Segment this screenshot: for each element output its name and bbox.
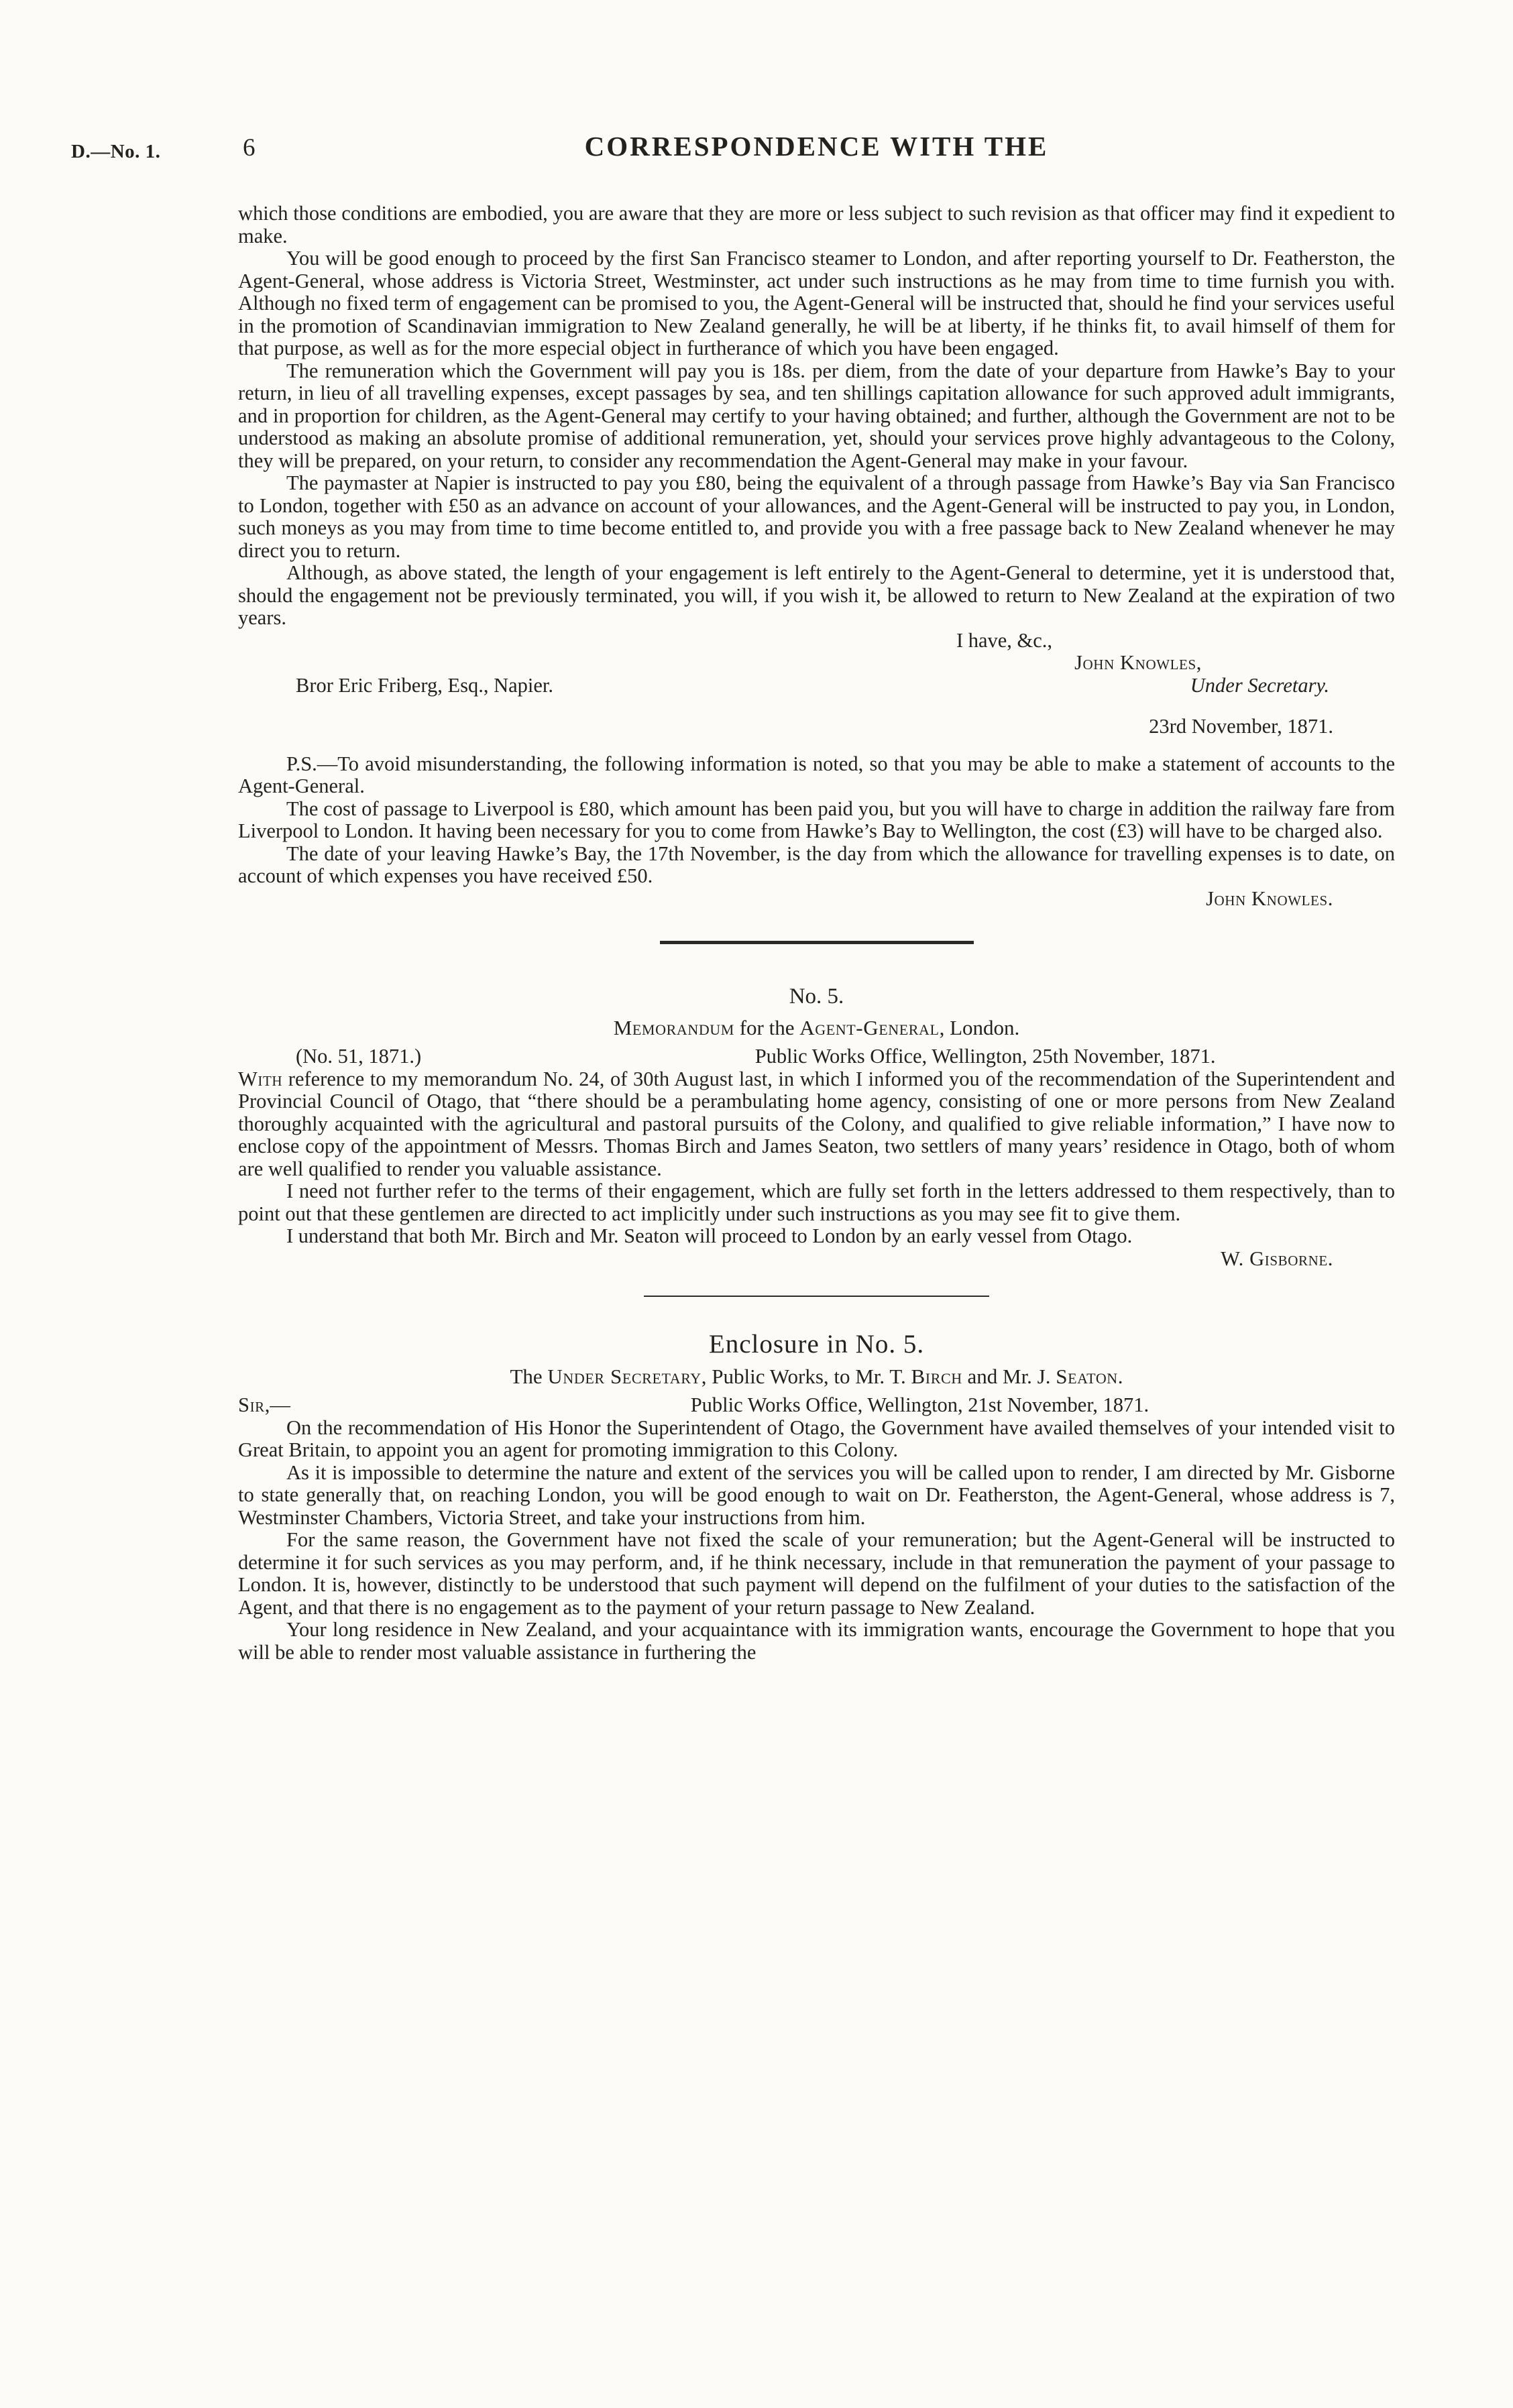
section-number: No. 5. [789,984,844,1009]
lead-word: With [238,1067,283,1090]
salutation-lead: Sir [238,1393,265,1416]
paragraph: For the same reason, the Government have not fixed the scale of your remuneration; but the Agent-General will be instructed to determine it for such services as you may perform, and, if he think necessary, include in that remuneration the payment of your passage to London. It is, however, distinctly to be understood that such payment will depend on the fulfilment of your duties to the satisfaction of the Agent, and that there is no engagement as to the payment of your return passage to New Zealand. [238,1528,1395,1619]
enclosure-title-part: The [510,1364,548,1388]
enclosure-title-part: Seaton [1056,1364,1118,1388]
memo-title-part: , London. [939,1015,1020,1039]
memo-title [238,1017,1395,1039]
enclosure-title-part: and Mr. J. [962,1364,1056,1388]
paragraph: The remuneration which the Government will pay you is 18s. per diem, from the date of your departure from Hawke’s Bay to your return, in lieu of all travelling expenses, except passages by sea, and ten shillings capitation allowance for such approved adult immigrants, and in proportion for children, as the Agent-General may certify to your having obtained; and further, although the Government are not to be understood as making an absolute promise of additional remuneration, yet, should your services prove highly advantageous to the Colony, they will be prepared, on your return, to consider any recommendation the Agent-General may make in your favour. [238,359,1395,472]
memo-title-part: Agent-General [799,1015,940,1039]
paragraph: You will be good enough to proceed by the first San Francisco steamer to London, and after reporting yourself to Dr. Featherston, the Agent-General, whose address is Victoria Street, Westminster, act under such instructions as he may from time to time furnish you with. Although no fixed term of engagement can be promised to you, the Agent-General will be instructed that, should he find your services useful in the promotion of Scandinavian immigration to New Zealand generally, he will be at liberty, if he thinks fit, to avail himself of them for that purpose, as well as for the more especial object in furtherance of which you have been engaged. [238,247,1395,359]
enclosure-title-part: Under Secretary [547,1364,702,1388]
paragraph: which those conditions are embodied, you are aware that they are more or less subject to such revision as that officer may find it expedient to make. [238,202,1395,247]
valediction: I have, &c., [956,628,1053,652]
paragraph: Although, as above stated, the length of your engagement is left entirely to the Agent-General to determine, yet it is understood that, should the engagement not be previously terminated, you will, if you wish it, be allowed to return to New Zealand at the expiration of two years. [238,561,1395,629]
paragraph [238,1068,1395,1181]
paragraph-text: reference to my memorandum No. 24, of 30th August last, in which I informed you of the recommendation of the Superintendent and Provincial Council of Otago, that “there should be a perambulating home agency, consisting of one or more persons from New Zealand thoroughly acquainted with the agricultural and pastoral pursuits of the Colony, and qualified to give reliable information,” I have now to enclose copy of the appointment of Messrs. Thomas Birch and James Seaton, two settlers of many years’ residence in Otago, both of whom are well qualified to render you valuable assistance. [238,1067,1395,1180]
addressee: Bror Eric Friberg, Esq., Napier. [296,673,553,697]
postscript-paragraph: P.S.—To avoid misunderstanding, the following information is noted, so that you may be able to make a statement of accounts to the Agent-General. [238,752,1395,797]
signature-row [238,675,1395,697]
paragraph: Your long residence in New Zealand, and your acquaintance with its immigration wants, encourage the Government to hope that you will be able to render most valuable assistance in furthering the [238,1618,1395,1664]
reference-dateline-row [238,1045,1395,1068]
salutation-rest: ,— [264,1393,290,1416]
enclosure-title-part: . [1117,1364,1123,1388]
salutation [238,1394,290,1417]
signature-name-text: John Knowles, [1074,651,1202,674]
postscript-signature [238,888,1395,911]
salutation-dateline-row [238,1394,1395,1417]
signature-name [238,652,1395,675]
postscript-signature-text: John Knowles. [1206,886,1333,910]
page-content [238,203,1395,1664]
memo-title-part: Memorandum [613,1015,734,1039]
page-header [0,131,1513,176]
running-title: CORRESPONDENCE WITH THE [584,131,1049,162]
dateline: Public Works Office, Wellington, 25th November, 1871. [754,1045,1216,1068]
paragraph: As it is impossible to determine the nature and extent of the services you will be called upon to render, I am directed by Mr. Gisborne to state generally that, on reaching London, you will be good enough to wait on Dr. Featherston, the Agent-General, whose address is 7, Westminster Chambers, Victoria Street, and take your instructions from him. [238,1460,1395,1529]
enclosure-title-part: Birch [911,1364,962,1388]
paragraph: I understand that both Mr. Birch and Mr. Seaton will proceed to London by an early vessel from Otago. [286,1224,1133,1247]
postscript-paragraph: The cost of passage to Liverpool is £80, which amount has been paid you, but you will have to charge in addition the railway fare from Liverpool to London. It having been necessary for you to come from Hawke’s Bay to Wellington, the cost (£3) will have to be charged also. [238,797,1395,842]
signature-title: Under Secretary. [1190,673,1329,697]
paragraph: On the recommendation of His Honor the Superintendent of Otago, the Government have availed themselves of your intended visit to Great Britain, to appoint you an agent for promoting immigration to this Colony. [238,1416,1395,1461]
paragraph: I need not further refer to the terms of their engagement, which are fully set forth in the letters addressed to them respectively, than to point out that these gentlemen are directed to act implicitly under such instructions as you may see fit to give them. [238,1180,1395,1225]
page-number: 6 [243,134,256,162]
document-reference: D.—No. 1. [71,141,161,162]
reference-number: (No. 51, 1871.) [296,1045,422,1068]
section-divider [660,941,974,944]
enclosure-title [238,1365,1395,1388]
enclosure-title-part: , Public Works, to Mr. T. [701,1364,911,1388]
postscript-paragraph: The date of your leaving Hawke’s Bay, the 17th November, is the day from which the allowance for travelling expenses is to date, on account of which expenses you have received £50. [238,842,1395,887]
section-divider [644,1296,989,1297]
memo-signature [238,1248,1395,1271]
paragraph: The paymaster at Napier is instructed to pay you £80, being the equivalent of a through passage from Hawke’s Bay via San Francisco to London, together with £50 as an advance on account of your allowances, and the Agent-General will be instructed to pay you, in London, such moneys as you may from time to time become entitled to, and provide you with a free passage back to New Zealand whenever he may direct you to return. [238,471,1395,562]
postscript-date: 23rd November, 1871. [1149,715,1333,738]
enclosure-heading: Enclosure in No. 5. [708,1330,925,1359]
memo-signature-text: W. Gisborne. [1221,1247,1333,1270]
dateline: Public Works Office, Wellington, 21st November, 1871. [690,1393,1150,1416]
memo-title-part: for the [734,1015,800,1039]
